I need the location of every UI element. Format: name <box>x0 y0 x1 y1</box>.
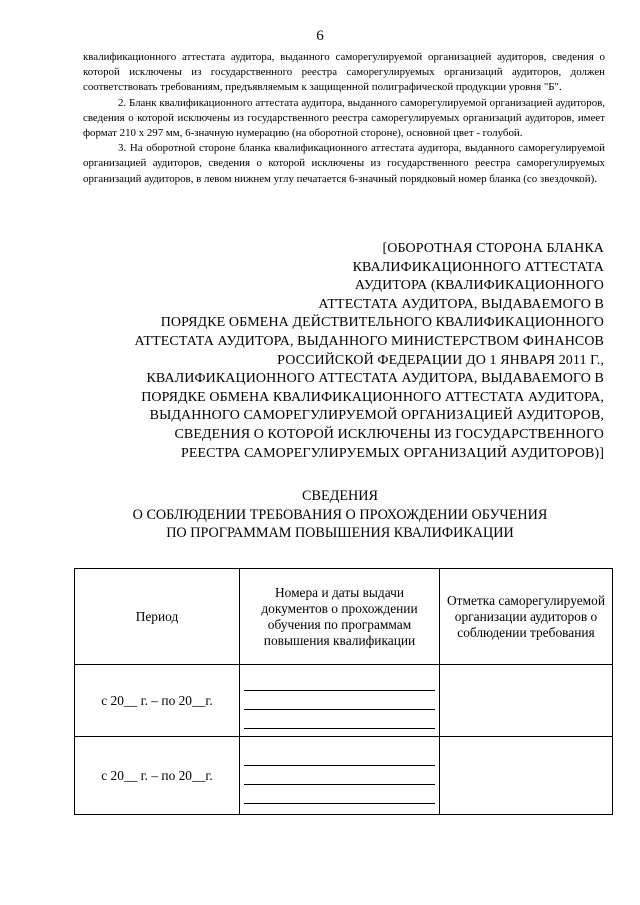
paragraph-1 <box>83 50 605 96</box>
header-mark: Отметка саморегулируемой организации аудиторов о соблюдении требования <box>440 569 613 665</box>
form-side-title-line: ВЫДАННОГО САМОРЕГУЛИРУЕМОЙ ОРГАНИЗАЦИЕЙ АУДИТОРОВ, <box>149 408 604 424</box>
blank-line <box>244 710 435 729</box>
section-heading-line: СВЕДЕНИЯ <box>302 488 378 504</box>
paragraph-2-line: 2. Бланк квалификационного аттестата аудитора, выданного саморегулируемой <box>118 96 487 109</box>
documents-cell[interactable] <box>240 665 440 737</box>
paragraph-3-line: саморегулируемой организацией аудиторов, сведения о которой исключены из <box>83 142 606 170</box>
paragraph-1-line: квалификационного аттестата аудитора, выданного саморегулируемой организацией <box>83 51 492 63</box>
paragraph-2-line: саморегулируемых организаций аудиторов, имеет формат 210 х 297 мм, 6-значную <box>83 111 605 140</box>
training-table <box>74 568 613 815</box>
paragraph-1-line: организаций аудиторов, должен соответствовать требованиям, предъявляемым к <box>83 66 605 94</box>
table-row <box>75 737 613 815</box>
paragraph-1-line: защищенной полиграфической продукции уровня "Б". <box>309 81 562 94</box>
form-side-title-line: ПОРЯДКЕ ОБМЕНА КВАЛИФИКАЦИОННОГО АТТЕСТАТА АУДИТОРА, <box>141 389 604 405</box>
form-side-title-line: АТТЕСТАТА АУДИТОРА, ВЫДАННОГО МИНИСТЕРСТВОМ ФИНАНСОВ <box>134 333 604 349</box>
form-side-title-line: [ОБОРОТНАЯ СТОРОНА БЛАНКА <box>382 241 604 256</box>
paragraph-3 <box>83 141 605 187</box>
form-side-title-line: ПОРЯДКЕ ОБМЕНА ДЕЙСТВИТЕЛЬНОГО КВАЛИФИКАЦИОННОГО <box>160 315 604 331</box>
mark-cell[interactable] <box>440 737 613 815</box>
mark-cell[interactable] <box>440 665 613 737</box>
paragraph-2-line: нумерацию (на оборотной стороне), основной цвет - голубой. <box>236 127 523 140</box>
blank-line <box>244 747 435 766</box>
form-side-title <box>80 240 604 463</box>
blank-line <box>244 691 435 710</box>
blank-line <box>244 785 435 804</box>
form-side-title-line: СВЕДЕНИЯ О КОТОРОЙ ИСКЛЮЧЕНЫ ИЗ ГОСУДАРСТВЕННОГО <box>174 426 604 442</box>
form-side-title-line: КВАЛИФИКАЦИОННОГО АТТЕСТАТА АУДИТОРА, ВЫДАВАЕМОГО В <box>146 371 604 387</box>
period-cell: с 20__ г. – по 20__г. <box>75 737 240 815</box>
header-documents: Номера и даты выдачи документов о прохождении обучения по программам повышения квалификации <box>240 569 440 665</box>
paragraph-3-line: государственного реестра саморегулируемых организаций аудиторов, в левом нижнем углу <box>83 157 605 185</box>
paragraph-3-line: печатается 6-значный порядковый номер бланка (со звездочкой). <box>296 172 597 185</box>
form-side-title-line: РОССИЙСКОЙ ФЕДЕРАЦИИ ДО 1 ЯНВАРЯ 2011 Г., <box>277 352 604 368</box>
paragraph-2 <box>83 96 605 142</box>
header-period: Период <box>75 569 240 665</box>
table-header-row <box>75 569 613 665</box>
paragraph-2-line: организацией аудиторов, сведения о которой исключены из государственного реестра <box>83 96 606 124</box>
blank-line <box>244 672 435 691</box>
form-side-title-line: АТТЕСТАТА АУДИТОРА, ВЫДАВАЕМОГО В <box>318 296 604 312</box>
body-text <box>83 50 605 187</box>
form-side-title-line: АУДИТОРА (КВАЛИФИКАЦИОННОГО <box>354 278 604 294</box>
table-row <box>75 665 613 737</box>
section-heading <box>60 487 620 543</box>
blank-line <box>244 766 435 785</box>
form-side-title-line: РЕЕСТРА САМОРЕГУЛИРУЕМЫХ ОРГАНИЗАЦИЙ АУДИТОРОВ)] <box>180 445 604 461</box>
form-side-title-line: КВАЛИФИКАЦИОННОГО АТТЕСТАТА <box>352 259 604 275</box>
section-heading-line: ПО ПРОГРАММАМ ПОВЫШЕНИЯ КВАЛИФИКАЦИИ <box>166 525 514 541</box>
paragraph-3-line: 3. На оборотной стороне бланка квалификационного аттестата аудитора, выданного <box>118 142 515 155</box>
paragraph-1-line: аудиторов, сведения о которой исключены из государственного реестра саморегулируемых <box>83 51 605 79</box>
period-cell: с 20__ г. – по 20__г. <box>75 665 240 737</box>
page-number: 6 <box>316 28 324 44</box>
section-heading-line: О СОБЛЮДЕНИИ ТРЕБОВАНИЯ О ПРОХОЖДЕНИИ ОБУЧЕНИЯ <box>132 506 548 523</box>
documents-cell[interactable] <box>240 737 440 815</box>
